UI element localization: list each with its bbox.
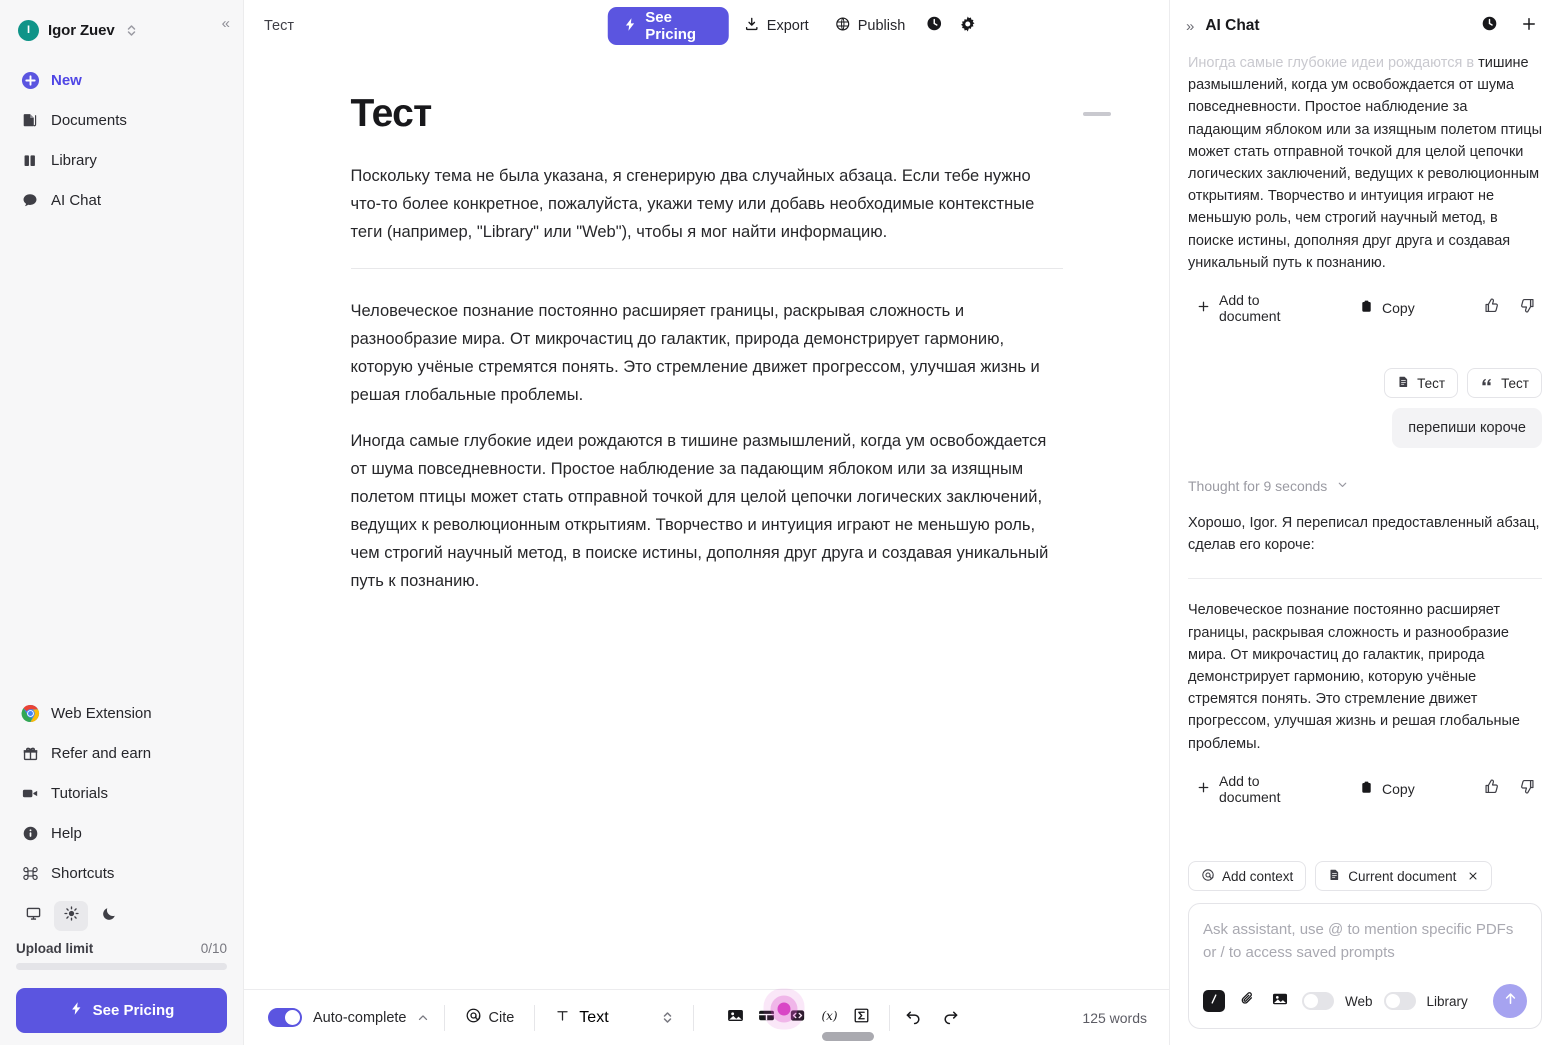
toolbar-divider [444,1005,445,1031]
sidebar-item-label: Refer and earn [51,744,152,762]
message-actions [1188,286,1542,330]
library-toggle-label: Library [1426,993,1468,1009]
copy-label: Copy [1382,780,1415,797]
quote-icon [1480,375,1494,392]
thumbs-up-button[interactable] [1477,774,1506,804]
add-context-label: Add context [1222,868,1294,884]
upload-progress-bar [16,963,227,970]
toolbar-divider [693,1005,694,1031]
context-chip-label: Тест [1501,375,1529,391]
sun-icon [63,905,80,927]
chat-bubble-icon [20,191,40,209]
thumbs-down-button[interactable] [1513,774,1542,804]
arrow-up-icon [1502,990,1519,1012]
toggle-knob [1386,994,1400,1008]
collapse-sidebar-button[interactable]: « [221,15,229,32]
sidebar-spacer [0,220,243,693]
paperclip-icon [1239,990,1256,1012]
thumbs-down-button[interactable] [1513,293,1542,323]
document-icon [1328,868,1341,884]
lightning-icon [69,1001,84,1020]
chat-title: AI Chat [1205,17,1260,34]
redo-icon [941,1006,960,1030]
slash-commands-button[interactable] [1203,990,1225,1012]
assistant-message-text: тишине размышлений, когда ум освобождается от шума повседневности. Простое наблюдение за падающим яблоком или за изящным полетом птицы может стать отправной точкой для целой цепочки логических заключений, ведущих к революционным открытиям. Творчество и интуиция играют не меньшую роль, чем строгий научный метод, в поиске истины, дополняя друг друга и создавая уникальный путь к познанию. [1188,55,1542,271]
user-switcher[interactable] [14,14,229,44]
image-icon [726,1006,745,1030]
sidebar-item-library[interactable] [14,140,229,180]
plus-icon [1520,15,1538,38]
sidebar-item-documents[interactable] [14,100,229,140]
publish-button[interactable] [824,8,917,44]
ai-chat-panel [1169,0,1560,1045]
chat-header-actions [1472,9,1546,43]
text-style-select[interactable] [549,1002,679,1034]
current-document-chip[interactable] [1315,861,1492,891]
thumbs-down-icon [1519,297,1536,319]
svg-text:(x): (x) [821,1008,838,1023]
see-pricing-button[interactable] [16,988,227,1033]
sidebar-item-label: Tutorials [51,784,108,802]
assistant-message-faded-line: Иногда самые глубокие идеи рождаются в [1188,55,1475,71]
message-divider [1188,578,1542,579]
sidebar-item-label: Shortcuts [51,864,115,882]
thought-label: Thought for 9 seconds [1188,478,1328,495]
add-to-document-button[interactable] [1188,286,1327,330]
chrome-icon [20,704,40,723]
light-theme-button[interactable] [54,901,88,931]
document-title[interactable]: Тест [350,92,432,135]
chat-input-placeholder[interactable]: Ask assistant, use @ to mention specific PDFs or / to access saved prompts [1203,921,1514,961]
document-scroll-area [244,52,1169,989]
word-count: 125 words [1082,1009,1147,1026]
add-to-document-label: Add to document [1219,292,1281,325]
library-toggle[interactable] [1384,992,1416,1010]
thumbs-up-button[interactable] [1477,293,1506,323]
chat-header [1170,0,1560,52]
sigma-icon [852,1006,871,1030]
dark-theme-button[interactable] [92,901,126,931]
plus-circle-icon [20,71,40,90]
table-icon [757,1006,776,1030]
sidebar-item-refer-and-earn[interactable] [14,733,229,773]
thumbs-up-icon [1483,297,1500,319]
add-context-button[interactable] [1188,861,1306,891]
document-collapse-handle[interactable] [1083,112,1111,116]
document-paragraph[interactable]: Иногда самые глубокие идеи рождаются в тишине размышлений, когда ум освобождается от шума повседневности. Простое наблюдение за падающим яблоком или за изящным полетом птицы может стать отправной точкой для целой цепочки логических заключений, ведущих к революционным открытиям. Творчество и интуиция играют не меньшую роль, чем строгий научный метод, в поиске истины, дополняя друг друга и создавая уникальный путь к познанию. [350,432,1049,590]
publish-label: Publish [857,18,906,34]
web-toggle-label: Web [1345,993,1373,1009]
current-document-label: Current document [1348,868,1457,884]
chat-composer-area [1170,861,1560,1045]
sidebar-item-shortcuts[interactable] [14,853,229,893]
sidebar-item-tutorials[interactable] [14,773,229,813]
slash-icon [1207,992,1221,1011]
gear-icon [958,15,976,38]
document-paragraph[interactable]: Человеческое познание постоянно расширяет границы, раскрывая сложность и разнообразие мира. От микрочастиц до галактик, природа демонстрирует гармонию, которую учёные стремятся понять. Это стремление движет прогрессом, улучшая жизнь и решая глобальные проблемы. [350,302,1040,404]
export-label: Export [766,18,809,34]
library-icon [20,152,40,169]
sidebar-top [0,0,243,220]
avatar: I [18,20,39,41]
command-icon [20,865,40,882]
sidebar-item-web-extension[interactable] [14,693,229,733]
breadcrumb[interactable]: Тест [264,18,294,34]
add-to-document-label: Add to document [1219,772,1281,805]
composer-context-row [1188,861,1542,891]
editor-toolbar [244,989,1169,1045]
settings-button[interactable] [953,9,982,43]
lightning-icon [622,17,637,36]
see-pricing-top-button[interactable] [607,7,729,45]
at-icon [465,1007,482,1028]
chevron-updown-icon [126,23,137,38]
sidebar [0,0,244,1045]
redo-button[interactable] [941,1006,960,1030]
sigma-tooltip [822,1032,874,1041]
add-to-document-button[interactable] [1188,767,1327,811]
sidebar-item-label: AI Chat [51,191,102,209]
new-chat-button[interactable] [1512,9,1546,43]
insert-table-button[interactable] [757,1006,776,1030]
document-icon [1397,375,1410,391]
top-actions [607,7,982,45]
download-icon [744,16,760,36]
upload-limit-count: 0/10 [200,941,227,956]
thought-toggle[interactable] [1188,478,1542,494]
upload-limit-label: Upload limit [16,941,94,956]
attach-file-button[interactable] [1236,990,1258,1012]
clock-icon [1481,15,1498,37]
monitor-icon [25,905,42,927]
document-intro-paragraph[interactable]: Поскольку тема не была указана, я сгенерирую два случайных абзаца. Если тебе нужно что-то более конкретное, пожалуйста, укажи тему или добавь необходимые контекстные теги (например, "Library" или "Web"), чтобы я мог найти информацию. [350,167,1035,241]
chat-messages [1170,52,1560,861]
thumbs-up-icon [1483,778,1500,800]
system-theme-button[interactable] [16,901,50,931]
user-message: перепиши короче [1392,408,1542,448]
copy-button[interactable] [1351,774,1423,804]
theme-switcher [14,901,229,931]
assistant-message [1188,52,1542,274]
expand-chat-button[interactable]: » [1186,17,1194,35]
insert-formula-button[interactable] [819,1006,840,1030]
message-actions [1188,767,1542,811]
sidebar-bottom [0,693,243,1045]
at-icon [1201,868,1215,885]
chevron-updown-icon [662,1010,673,1025]
info-icon [20,825,40,842]
video-icon [20,784,40,803]
cite-button[interactable] [459,1001,521,1034]
undo-icon [904,1006,923,1030]
history-tools [904,1006,960,1030]
sidebar-item-label: Web Extension [51,704,152,722]
assistant-message-intro: Хорошо, Igor. Я переписал предоставленный абзац, сделав его короче: [1188,515,1540,554]
chat-history-button[interactable] [1472,9,1506,43]
copy-button[interactable] [1351,293,1423,323]
plus-icon [1196,299,1211,317]
upload-limit [14,941,229,956]
sidebar-item-help[interactable] [14,813,229,853]
cite-label: Cite [488,1009,515,1026]
see-pricing-label: See Pricing [92,1002,175,1019]
toggle-knob [1304,994,1318,1008]
insert-sigma-button[interactable] [852,1006,871,1030]
context-chip-quote[interactable] [1467,368,1542,398]
user-context-chips [1188,368,1542,398]
toolbar-divider [889,1005,890,1031]
clipboard-icon [1359,299,1374,317]
clipboard-icon [1359,780,1374,798]
formula-icon [819,1006,840,1030]
top-toolbar [244,0,1169,52]
chevron-down-icon [1336,478,1349,494]
toggle-knob [285,1010,300,1025]
code-icon [788,1006,807,1030]
web-toggle[interactable] [1302,992,1334,1010]
thumbs-down-icon [1519,778,1536,800]
image-icon [1271,990,1289,1013]
sidebar-item-new[interactable] [14,60,229,100]
user-name: Igor Zuev [48,21,115,39]
send-message-button[interactable] [1493,984,1527,1018]
insert-image-button[interactable] [726,1006,745,1030]
text-style-label: Text [579,1008,609,1026]
context-chip-label: Тест [1417,375,1446,391]
autocomplete-label: Auto-complete [313,1009,407,1026]
chevron-up-icon[interactable] [416,1011,430,1025]
gift-icon [20,745,40,762]
clock-icon [926,15,943,37]
moon-icon [101,905,118,927]
toolbar-divider [534,1005,535,1031]
text-format-icon [555,1008,570,1028]
history-button[interactable] [920,9,949,43]
autocomplete-toggle[interactable] [268,1008,302,1027]
export-button[interactable] [733,8,820,44]
plus-icon [1196,780,1211,798]
assistant-message: Человеческое познание постоянно расширяет границы, раскрывая сложность и разнообразие мира. От микрочастиц до галактик, природа демонстрирует гармонию, которую учёные стремятся понять. Это стремление движет прогрессом, улучшая жизнь и решая глобальные проблемы. [1188,602,1520,752]
insert-code-button[interactable] [788,1006,807,1030]
document-divider [351,268,1063,269]
documents-icon [20,111,40,129]
copy-label: Copy [1382,300,1415,317]
sidebar-item-label: Documents [51,111,127,129]
sidebar-item-label: New [51,71,82,89]
insert-image-button[interactable] [1269,990,1291,1012]
insert-tools [726,1006,871,1030]
main-panel [244,0,1169,1045]
close-icon[interactable] [1467,870,1479,882]
context-chip-document[interactable] [1384,368,1458,398]
undo-button[interactable] [904,1006,923,1030]
sidebar-item-label: Library [51,151,97,169]
sidebar-item-label: Help [51,824,82,842]
chat-composer[interactable] [1188,903,1542,1029]
globe-icon [835,16,851,36]
document-body[interactable] [351,52,1063,595]
sidebar-item-ai-chat[interactable] [14,180,229,220]
sidebar-nav [14,60,229,220]
composer-tools [1203,984,1527,1018]
see-pricing-top-label: See Pricing [645,9,697,43]
